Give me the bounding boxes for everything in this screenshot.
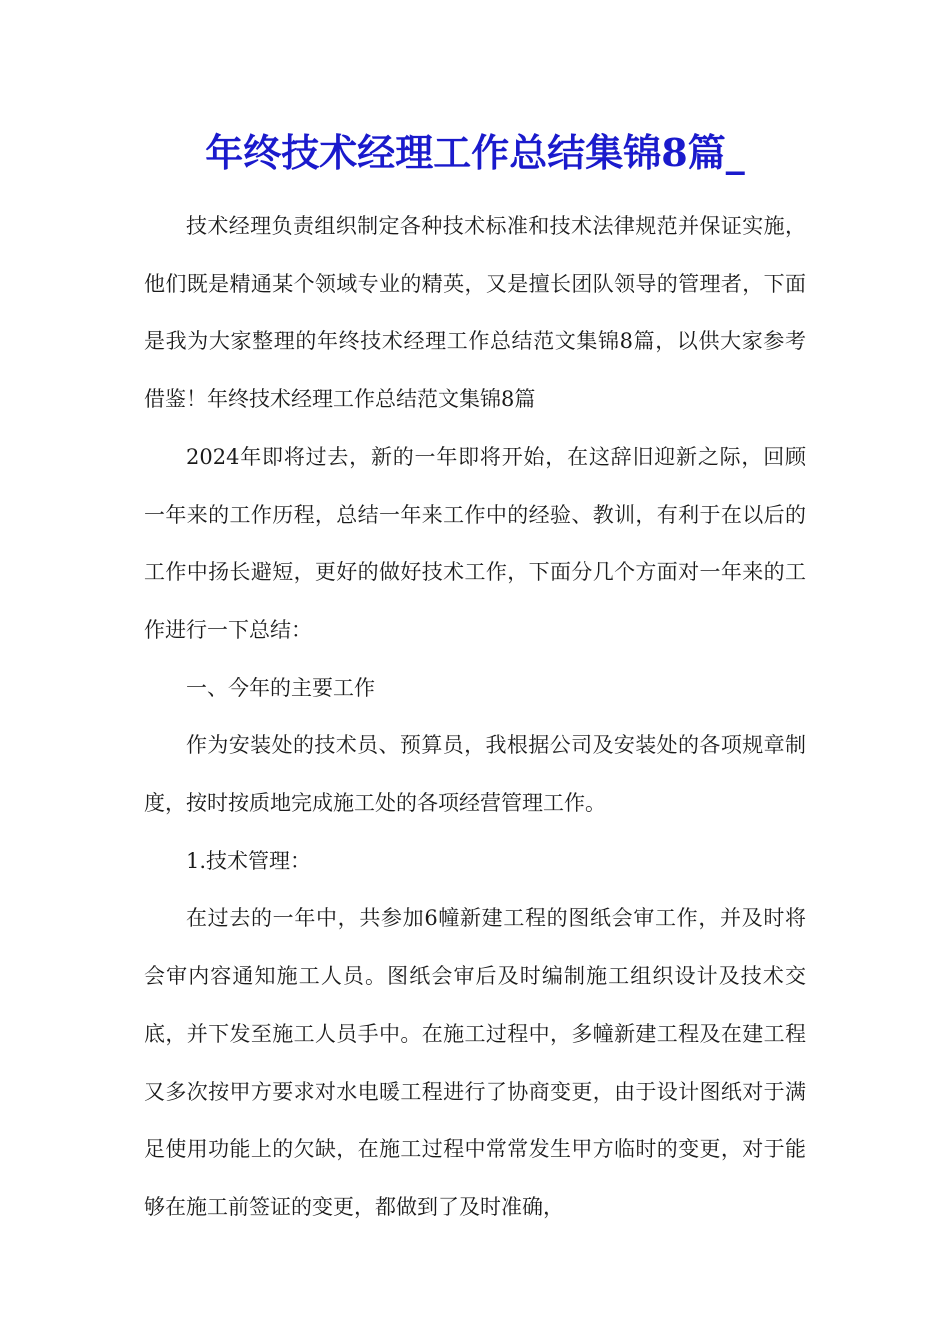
paragraph-drawing-review: 在过去的一年中，共参加6幢新建工程的图纸会审工作，并及时将会审内容通知施工人员。图纸会审后及时编制施工组织设计及技术交底，并下发至施工人员手中。在施工过程中，多幢新建工程及在建工程又多次按甲方要求对水电暖工程进行了协商变更，由于设计图纸对于满足使用功能上的欠缺，在施工过程中常常发生甲方临时的变更，对于能够在施工前签证的变更，都做到了及时准确， <box>144 906 806 1219</box>
subsection-heading-tech-management: 1.技术管理： <box>186 848 312 873</box>
paragraph-review: 2024年即将过去，新的一年即将开始，在这辞旧迎新之际，回顾一年来的工作历程，总结一年来工作中的经验、教训，有利于在以后的工作中扬长避短，更好的做好技术工作，下面分几个方面对一年来的工作进行一下总结： <box>144 444 806 642</box>
document-title: 年终技术经理工作总结集锦8篇_ <box>205 130 745 175</box>
paragraph-role: 作为安装处的技术员、预算员，我根据公司及安装处的各项规章制度，按时按质地完成施工处的各项经营管理工作。 <box>144 733 806 816</box>
document-body <box>144 198 806 1237</box>
paragraph-intro: 技术经理负责组织制定各种技术标准和技术法律规范并保证实施，他们既是精通某个领域专业的精英，又是擅长团队领导的管理者，下面是我为大家整理的年终技术经理工作总结范文集锦8篇，以供大家参考借鉴！年终技术经理工作总结范文集锦8篇 <box>144 214 806 412</box>
section-heading-main-work: 一、今年的主要工作 <box>186 675 375 700</box>
